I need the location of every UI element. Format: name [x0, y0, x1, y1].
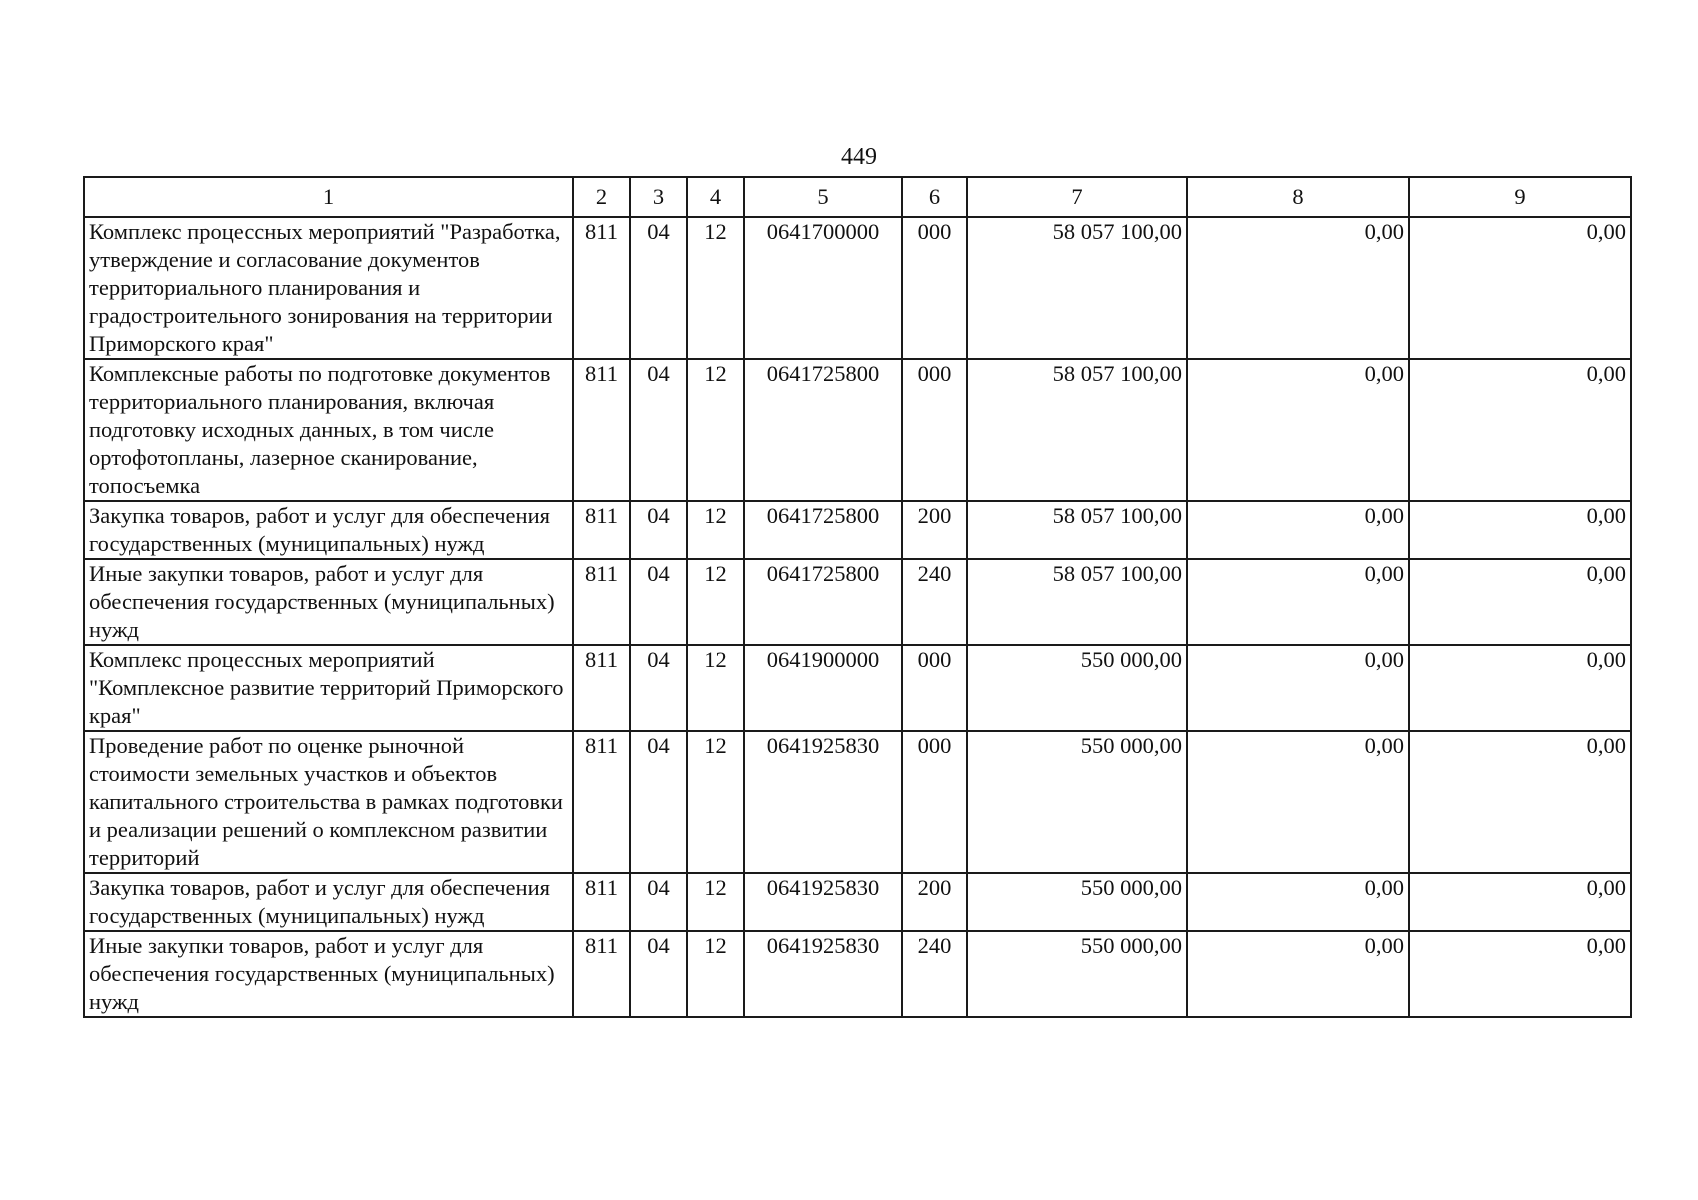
- subsection-code: 12: [687, 873, 744, 931]
- target-article-code: 0641725800: [744, 559, 902, 645]
- amount-col8: 0,00: [1187, 217, 1409, 359]
- table-row: [84, 217, 1631, 359]
- expense-type-code: 000: [902, 645, 967, 731]
- subsection-code: 12: [687, 931, 744, 1017]
- row-description: Проведение работ по оценке рыночной стоимости земельных участков и объектов капитального строительства в рамках подготовки и реализации решений о комплексном развитии территорий: [84, 731, 573, 873]
- row-description: Закупка товаров, работ и услуг для обеспечения государственных (муниципальных) нужд: [84, 873, 573, 931]
- row-description: Иные закупки товаров, работ и услуг для обеспечения государственных (муниципальных) нужд: [84, 559, 573, 645]
- amount-col9: 0,00: [1409, 559, 1631, 645]
- amount-col9: 0,00: [1409, 501, 1631, 559]
- section-code: 04: [630, 645, 687, 731]
- row-description: Комплекс процессных мероприятий "Комплексное развитие территорий Приморского края": [84, 645, 573, 731]
- section-code: 04: [630, 359, 687, 501]
- amount-col8: 0,00: [1187, 873, 1409, 931]
- expense-type-code: 240: [902, 559, 967, 645]
- amount-col7: 58 057 100,00: [967, 501, 1187, 559]
- amount-col7: 550 000,00: [967, 873, 1187, 931]
- table-row: [84, 731, 1631, 873]
- amount-col7: 550 000,00: [967, 731, 1187, 873]
- header-cell: 5: [744, 177, 902, 217]
- ministry-code: 811: [573, 217, 630, 359]
- section-code: 04: [630, 931, 687, 1017]
- table-row: [84, 931, 1631, 1017]
- header-row: [84, 177, 1631, 217]
- amount-col8: 0,00: [1187, 559, 1409, 645]
- table-row: [84, 559, 1631, 645]
- row-description: Комплексные работы по подготовке документов территориального планирования, включая подготовку исходных данных, в том числе ортофотопланы, лазерное сканирование, топосъемка: [84, 359, 573, 501]
- subsection-code: 12: [687, 731, 744, 873]
- amount-col9: 0,00: [1409, 873, 1631, 931]
- target-article-code: 0641725800: [744, 501, 902, 559]
- amount-col9: 0,00: [1409, 217, 1631, 359]
- ministry-code: 811: [573, 359, 630, 501]
- amount-col8: 0,00: [1187, 359, 1409, 501]
- table-row: [84, 645, 1631, 731]
- row-description: Иные закупки товаров, работ и услуг для обеспечения государственных (муниципальных) нужд: [84, 931, 573, 1017]
- header-cell: 9: [1409, 177, 1631, 217]
- header-cell: 2: [573, 177, 630, 217]
- table-row: [84, 359, 1631, 501]
- header-cell: 8: [1187, 177, 1409, 217]
- subsection-code: 12: [687, 217, 744, 359]
- ministry-code: 811: [573, 645, 630, 731]
- amount-col8: 0,00: [1187, 931, 1409, 1017]
- subsection-code: 12: [687, 501, 744, 559]
- target-article-code: 0641725800: [744, 359, 902, 501]
- page-number: 449: [841, 144, 877, 170]
- expense-type-code: 200: [902, 501, 967, 559]
- amount-col7: 58 057 100,00: [967, 359, 1187, 501]
- expense-type-code: 240: [902, 931, 967, 1017]
- amount-col9: 0,00: [1409, 731, 1631, 873]
- amount-col8: 0,00: [1187, 501, 1409, 559]
- table-row: [84, 873, 1631, 931]
- amount-col8: 0,00: [1187, 645, 1409, 731]
- amount-col9: 0,00: [1409, 359, 1631, 501]
- expense-type-code: 000: [902, 359, 967, 501]
- amount-col7: 550 000,00: [967, 645, 1187, 731]
- target-article-code: 0641925830: [744, 931, 902, 1017]
- header-cell: 3: [630, 177, 687, 217]
- amount-col9: 0,00: [1409, 931, 1631, 1017]
- amount-col7: 58 057 100,00: [967, 559, 1187, 645]
- table-row: [84, 501, 1631, 559]
- amount-col8: 0,00: [1187, 731, 1409, 873]
- target-article-code: 0641925830: [744, 731, 902, 873]
- row-description: Закупка товаров, работ и услуг для обеспечения государственных (муниципальных) нужд: [84, 501, 573, 559]
- section-code: 04: [630, 873, 687, 931]
- header-cell: 6: [902, 177, 967, 217]
- target-article-code: 0641925830: [744, 873, 902, 931]
- header-cell: 7: [967, 177, 1187, 217]
- amount-col7: 58 057 100,00: [967, 217, 1187, 359]
- expense-type-code: 000: [902, 217, 967, 359]
- subsection-code: 12: [687, 359, 744, 501]
- header-cell: 4: [687, 177, 744, 217]
- expense-type-code: 000: [902, 731, 967, 873]
- target-article-code: 0641900000: [744, 645, 902, 731]
- ministry-code: 811: [573, 873, 630, 931]
- expense-type-code: 200: [902, 873, 967, 931]
- amount-col9: 0,00: [1409, 645, 1631, 731]
- budget-table: [83, 176, 1632, 1018]
- section-code: 04: [630, 217, 687, 359]
- subsection-code: 12: [687, 645, 744, 731]
- ministry-code: 811: [573, 731, 630, 873]
- ministry-code: 811: [573, 559, 630, 645]
- ministry-code: 811: [573, 501, 630, 559]
- target-article-code: 0641700000: [744, 217, 902, 359]
- subsection-code: 12: [687, 559, 744, 645]
- amount-col7: 550 000,00: [967, 931, 1187, 1017]
- section-code: 04: [630, 501, 687, 559]
- header-cell: 1: [84, 177, 573, 217]
- section-code: 04: [630, 559, 687, 645]
- section-code: 04: [630, 731, 687, 873]
- ministry-code: 811: [573, 931, 630, 1017]
- row-description: Комплекс процессных мероприятий "Разработка, утверждение и согласование документов территориального планирования и градостроительного зонирования на территории Приморского края": [84, 217, 573, 359]
